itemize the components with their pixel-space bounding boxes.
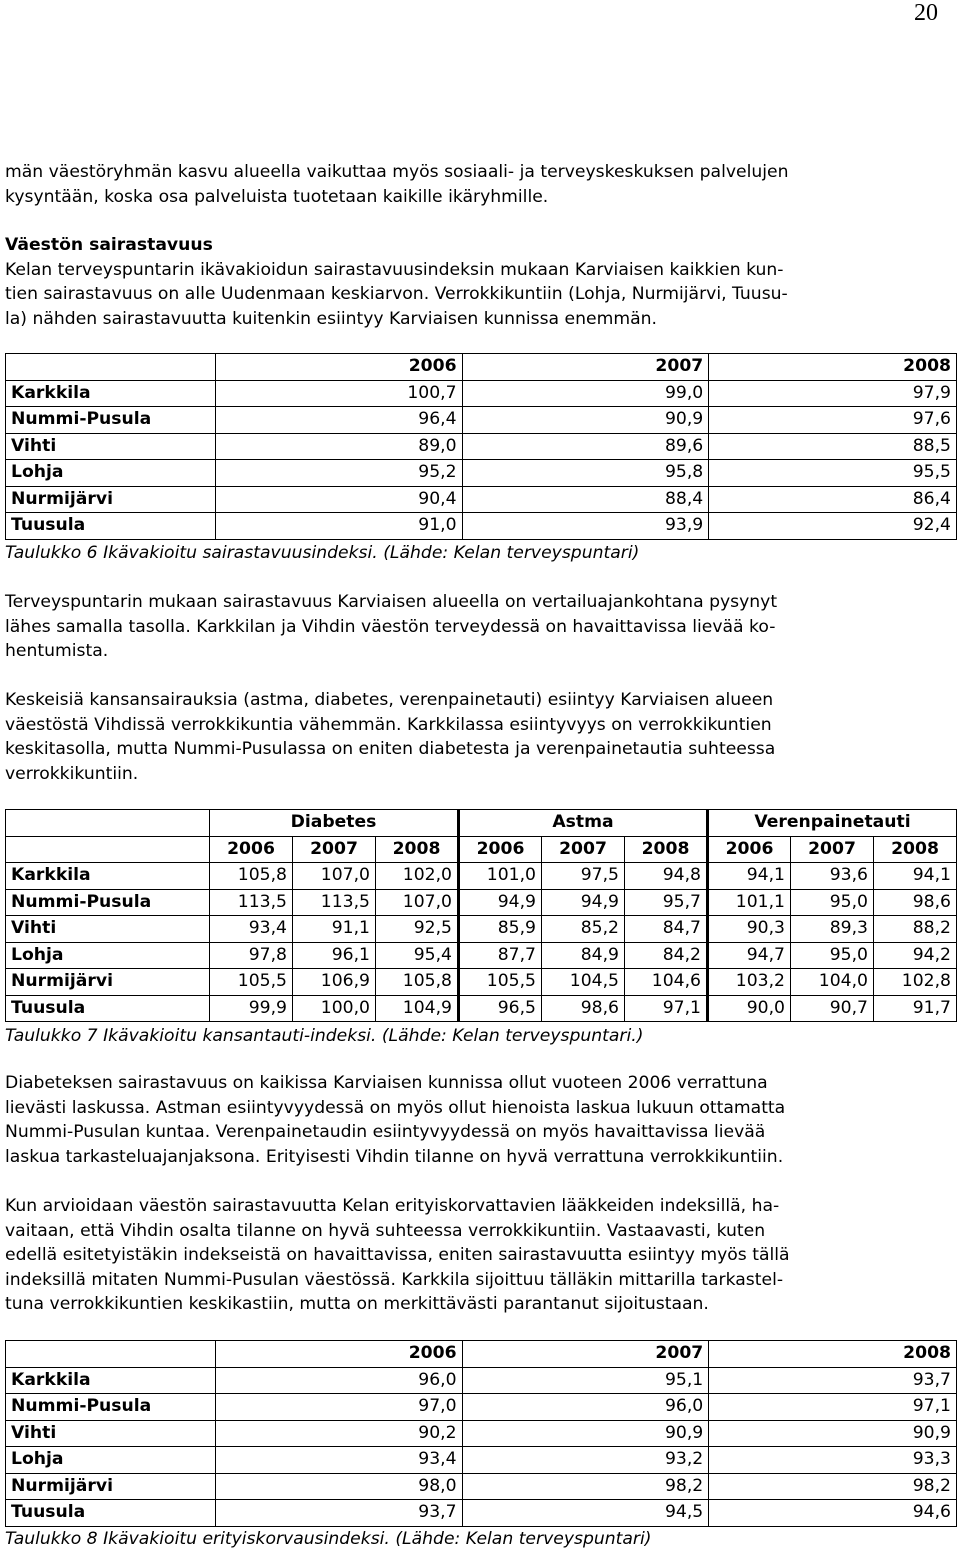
paragraph-terveyspuntari (5, 590, 955, 664)
municipality-label: Tuusula (6, 1500, 216, 1527)
table-row (6, 1394, 957, 1421)
paragraph-erityiskorvaus (5, 1194, 955, 1317)
text-line: män väestöryhmän kasvu alueella vaikuttaa myös sosiaali- ja terveyskeskuksen palvelujen (5, 162, 789, 182)
value-cell: 86,4 (709, 486, 957, 513)
municipality-label: Nummi-Pusula (6, 1394, 216, 1421)
table-row (6, 513, 957, 540)
table-6-caption: Taulukko 6 Ikävakioitu sairastavuusindeksi. (Lähde: Kelan terveyspuntari) (5, 543, 640, 563)
value-cell: 97,1 (625, 995, 708, 1022)
value-cell: 90,9 (462, 407, 709, 434)
value-cell: 103,2 (708, 969, 791, 996)
paragraph-diabetes (5, 1071, 955, 1169)
value-cell: 95,7 (625, 889, 708, 916)
value-cell: 97,6 (709, 407, 957, 434)
text-line: tien sairastavuus on alle Uudenmaan keskiarvon. Verrokkikuntiin (Lohja, Nurmijärvi, Tuusu- (5, 284, 788, 304)
table-row (6, 1447, 957, 1474)
empty-header-cell (6, 1341, 216, 1368)
value-cell: 95,8 (462, 460, 709, 487)
municipality-label: Karkkila (6, 1367, 216, 1394)
text-line: kysyntään, koska osa palveluista tuotetaan kaikille ikäryhmille. (5, 186, 549, 207)
year-header: 2007 (791, 836, 874, 863)
value-cell: 94,7 (708, 942, 791, 969)
text-line: verrokkikuntiin. (5, 763, 139, 784)
value-cell: 101,1 (708, 889, 791, 916)
value-cell: 105,5 (459, 969, 542, 996)
year-header: 2008 (709, 1341, 957, 1368)
section-heading: Väestön sairastavuus (5, 235, 213, 255)
value-cell: 97,0 (215, 1394, 462, 1421)
value-cell: 88,5 (709, 433, 957, 460)
value-cell: 113,5 (210, 889, 293, 916)
municipality-label: Tuusula (6, 513, 216, 540)
value-cell: 93,2 (462, 1447, 709, 1474)
text-line: la) nähden sairastavuutta kuitenkin esiintyy Karviaisen kunnissa enemmän. (5, 308, 657, 329)
value-cell: 99,0 (462, 380, 709, 407)
table-row (6, 889, 957, 916)
value-cell: 93,9 (462, 513, 709, 540)
value-cell: 93,7 (709, 1367, 957, 1394)
year-header: 2008 (874, 836, 957, 863)
table-header-row (6, 836, 957, 863)
value-cell: 89,3 (791, 916, 874, 943)
table-row (6, 942, 957, 969)
year-header: 2006 (459, 836, 542, 863)
value-cell: 85,9 (459, 916, 542, 943)
value-cell: 90,9 (462, 1420, 709, 1447)
value-cell: 96,1 (293, 942, 376, 969)
text-line: Nummi-Pusulan kuntaa. Verenpainetaudin esiintyvyydessä on myös havaittavissa lievää (5, 1122, 766, 1142)
municipality-label: Karkkila (6, 863, 210, 890)
value-cell: 91,1 (293, 916, 376, 943)
year-header: 2007 (542, 836, 625, 863)
value-cell: 92,5 (376, 916, 459, 943)
value-cell: 89,6 (462, 433, 709, 460)
municipality-label: Nurmijärvi (6, 486, 216, 513)
value-cell: 100,7 (215, 380, 462, 407)
municipality-label: Vihti (6, 433, 216, 460)
text-line: Terveyspuntarin mukaan sairastavuus Karviaisen alueella on vertailuajankohtana pysynyt (5, 592, 778, 612)
value-cell: 93,7 (215, 1500, 462, 1527)
value-cell: 92,4 (709, 513, 957, 540)
value-cell: 96,5 (459, 995, 542, 1022)
table-row (6, 433, 957, 460)
value-cell: 102,8 (874, 969, 957, 996)
year-header: 2007 (293, 836, 376, 863)
table-7-kansantauti-indeksi (5, 809, 957, 1022)
value-cell: 94,2 (874, 942, 957, 969)
value-cell: 97,9 (709, 380, 957, 407)
value-cell: 97,1 (709, 1394, 957, 1421)
text-line: väestöstä Vihdissä verrokkikuntia vähemmän. Karkkilassa esiintyvyys on verrokkikuntien (5, 714, 772, 735)
value-cell: 90,9 (709, 1420, 957, 1447)
value-cell: 94,9 (459, 889, 542, 916)
text-line: Keskeisiä kansansairauksia (astma, diabetes, verenpainetauti) esiintyy Karviaisen alueen (5, 690, 774, 710)
value-cell: 104,5 (542, 969, 625, 996)
page-number: 20 (914, 0, 938, 26)
table-7-caption: Taulukko 7 Ikävakioitu kansantauti-indeksi. (Lähde: Kelan terveyspuntari.) (5, 1026, 644, 1046)
value-cell: 88,2 (874, 916, 957, 943)
value-cell: 95,2 (215, 460, 462, 487)
year-header: 2007 (462, 354, 709, 381)
table-row (6, 1473, 957, 1500)
value-cell: 94,6 (709, 1500, 957, 1527)
text-line: Diabeteksen sairastavuus on kaikissa Karviaisen kunnissa ollut vuoteen 2006 verrattuna (5, 1073, 768, 1093)
value-cell: 98,2 (709, 1473, 957, 1500)
value-cell: 104,9 (376, 995, 459, 1022)
table-row (6, 1420, 957, 1447)
text-line: lähes samalla tasolla. Karkkilan ja Vihdin väestön terveydessä on havaittavissa lievää ko- (5, 616, 776, 637)
value-cell: 105,5 (210, 969, 293, 996)
table-group-header-row (6, 810, 957, 837)
value-cell: 106,9 (293, 969, 376, 996)
value-cell: 95,0 (791, 889, 874, 916)
value-cell: 105,8 (210, 863, 293, 890)
value-cell: 94,9 (542, 889, 625, 916)
text-line: vaitaan, että Vihdin osalta tilanne on hyvä suhteessa verrokkikuntiin. Vastaavasti, kuten (5, 1220, 766, 1241)
text-line: keskitasolla, mutta Nummi-Pusulassa on eniten diabetesta ja verenpainetautia suhteessa (5, 739, 776, 759)
municipality-label: Lohja (6, 1447, 216, 1474)
value-cell: 98,6 (542, 995, 625, 1022)
text-line: hentumista. (5, 641, 109, 661)
text-line: tuna verrokkikuntien keskikastiin, mutta on merkittävästi parantanut sijoitustaan. (5, 1294, 709, 1314)
group-header-verenpainetauti: Verenpainetauti (708, 810, 957, 837)
value-cell: 90,4 (215, 486, 462, 513)
year-header: 2006 (210, 836, 293, 863)
municipality-label: Lohja (6, 460, 216, 487)
section-sairastavuus (5, 233, 955, 331)
value-cell: 96,0 (462, 1394, 709, 1421)
group-header-astma: Astma (459, 810, 708, 837)
paragraph-kansansairaudet (5, 688, 955, 786)
value-cell: 90,2 (215, 1420, 462, 1447)
text-line: lievästi laskussa. Astman esiintyvyydessä on myös ollut hienoista laskua lukuun ottamatta (5, 1097, 786, 1118)
intro-paragraph (5, 160, 955, 209)
value-cell: 94,1 (708, 863, 791, 890)
empty-header-cell (6, 836, 210, 863)
value-cell: 90,0 (708, 995, 791, 1022)
value-cell: 84,2 (625, 942, 708, 969)
value-cell: 85,2 (542, 916, 625, 943)
value-cell: 94,1 (874, 863, 957, 890)
value-cell: 96,0 (215, 1367, 462, 1394)
municipality-label: Nummi-Pusula (6, 889, 210, 916)
value-cell: 90,3 (708, 916, 791, 943)
text-line: Kun arvioidaan väestön sairastavuutta Kelan erityiskorvattavien lääkkeiden indeksillä, ha- (5, 1196, 780, 1216)
table-6-sairastavuusindeksi (5, 353, 957, 540)
table-header-row (6, 354, 957, 381)
table-8-caption: Taulukko 8 Ikävakioitu erityiskorvausindeksi. (Lähde: Kelan terveyspuntari) (5, 1529, 652, 1549)
table-row (6, 460, 957, 487)
text-line: Kelan terveyspuntarin ikävakioidun sairastavuusindeksin mukaan Karviaisen kaikkien kun- (5, 259, 784, 280)
municipality-label: Vihti (6, 916, 210, 943)
table-row (6, 407, 957, 434)
value-cell: 96,4 (215, 407, 462, 434)
value-cell: 98,2 (462, 1473, 709, 1500)
value-cell: 89,0 (215, 433, 462, 460)
value-cell: 94,5 (462, 1500, 709, 1527)
value-cell: 87,7 (459, 942, 542, 969)
year-header: 2006 (215, 1341, 462, 1368)
value-cell: 99,9 (210, 995, 293, 1022)
value-cell: 84,9 (542, 942, 625, 969)
value-cell: 107,0 (293, 863, 376, 890)
municipality-label: Tuusula (6, 995, 210, 1022)
year-header: 2006 (708, 836, 791, 863)
value-cell: 105,8 (376, 969, 459, 996)
value-cell: 107,0 (376, 889, 459, 916)
year-header: 2007 (462, 1341, 709, 1368)
value-cell: 90,7 (791, 995, 874, 1022)
group-header-diabetes: Diabetes (210, 810, 459, 837)
year-header: 2008 (709, 354, 957, 381)
value-cell: 97,5 (542, 863, 625, 890)
year-header: 2006 (215, 354, 462, 381)
text-line: indeksillä mitaten Nummi-Pusulan väestössä. Karkkila sijoittuu tälläkin mittarilla tarkastel- (5, 1269, 784, 1290)
table-row (6, 995, 957, 1022)
municipality-label: Nummi-Pusula (6, 407, 216, 434)
value-cell: 93,3 (709, 1447, 957, 1474)
value-cell: 113,5 (293, 889, 376, 916)
year-header: 2008 (376, 836, 459, 863)
year-header: 2008 (625, 836, 708, 863)
empty-header-cell (6, 354, 216, 381)
text-line: edellä esitetyistäkin indekseistä on havaittavissa, eniten sairastavuutta esiintyy myös tällä (5, 1245, 790, 1265)
table-row (6, 916, 957, 943)
value-cell: 95,4 (376, 942, 459, 969)
value-cell: 91,0 (215, 513, 462, 540)
value-cell: 91,7 (874, 995, 957, 1022)
value-cell: 95,1 (462, 1367, 709, 1394)
empty-header-cell (6, 810, 210, 837)
value-cell: 95,5 (709, 460, 957, 487)
municipality-label: Karkkila (6, 380, 216, 407)
value-cell: 88,4 (462, 486, 709, 513)
value-cell: 93,4 (210, 916, 293, 943)
value-cell: 104,6 (625, 969, 708, 996)
value-cell: 94,8 (625, 863, 708, 890)
municipality-label: Nurmijärvi (6, 969, 210, 996)
table-row (6, 1367, 957, 1394)
value-cell: 104,0 (791, 969, 874, 996)
value-cell: 97,8 (210, 942, 293, 969)
value-cell: 98,6 (874, 889, 957, 916)
table-row (6, 863, 957, 890)
value-cell: 93,4 (215, 1447, 462, 1474)
municipality-label: Lohja (6, 942, 210, 969)
value-cell: 98,0 (215, 1473, 462, 1500)
value-cell: 95,0 (791, 942, 874, 969)
table-row (6, 969, 957, 996)
municipality-label: Nurmijärvi (6, 1473, 216, 1500)
value-cell: 84,7 (625, 916, 708, 943)
table-8-erityiskorvausindeksi (5, 1340, 957, 1527)
value-cell: 100,0 (293, 995, 376, 1022)
value-cell: 101,0 (459, 863, 542, 890)
table-row (6, 1500, 957, 1527)
table-header-row (6, 1341, 957, 1368)
value-cell: 102,0 (376, 863, 459, 890)
table-row (6, 486, 957, 513)
value-cell: 93,6 (791, 863, 874, 890)
text-line: laskua tarkasteluajanjaksona. Erityisesti Vihdin tilanne on hyvä verrattuna verrokkikuntiin. (5, 1146, 784, 1167)
municipality-label: Vihti (6, 1420, 216, 1447)
table-row (6, 380, 957, 407)
